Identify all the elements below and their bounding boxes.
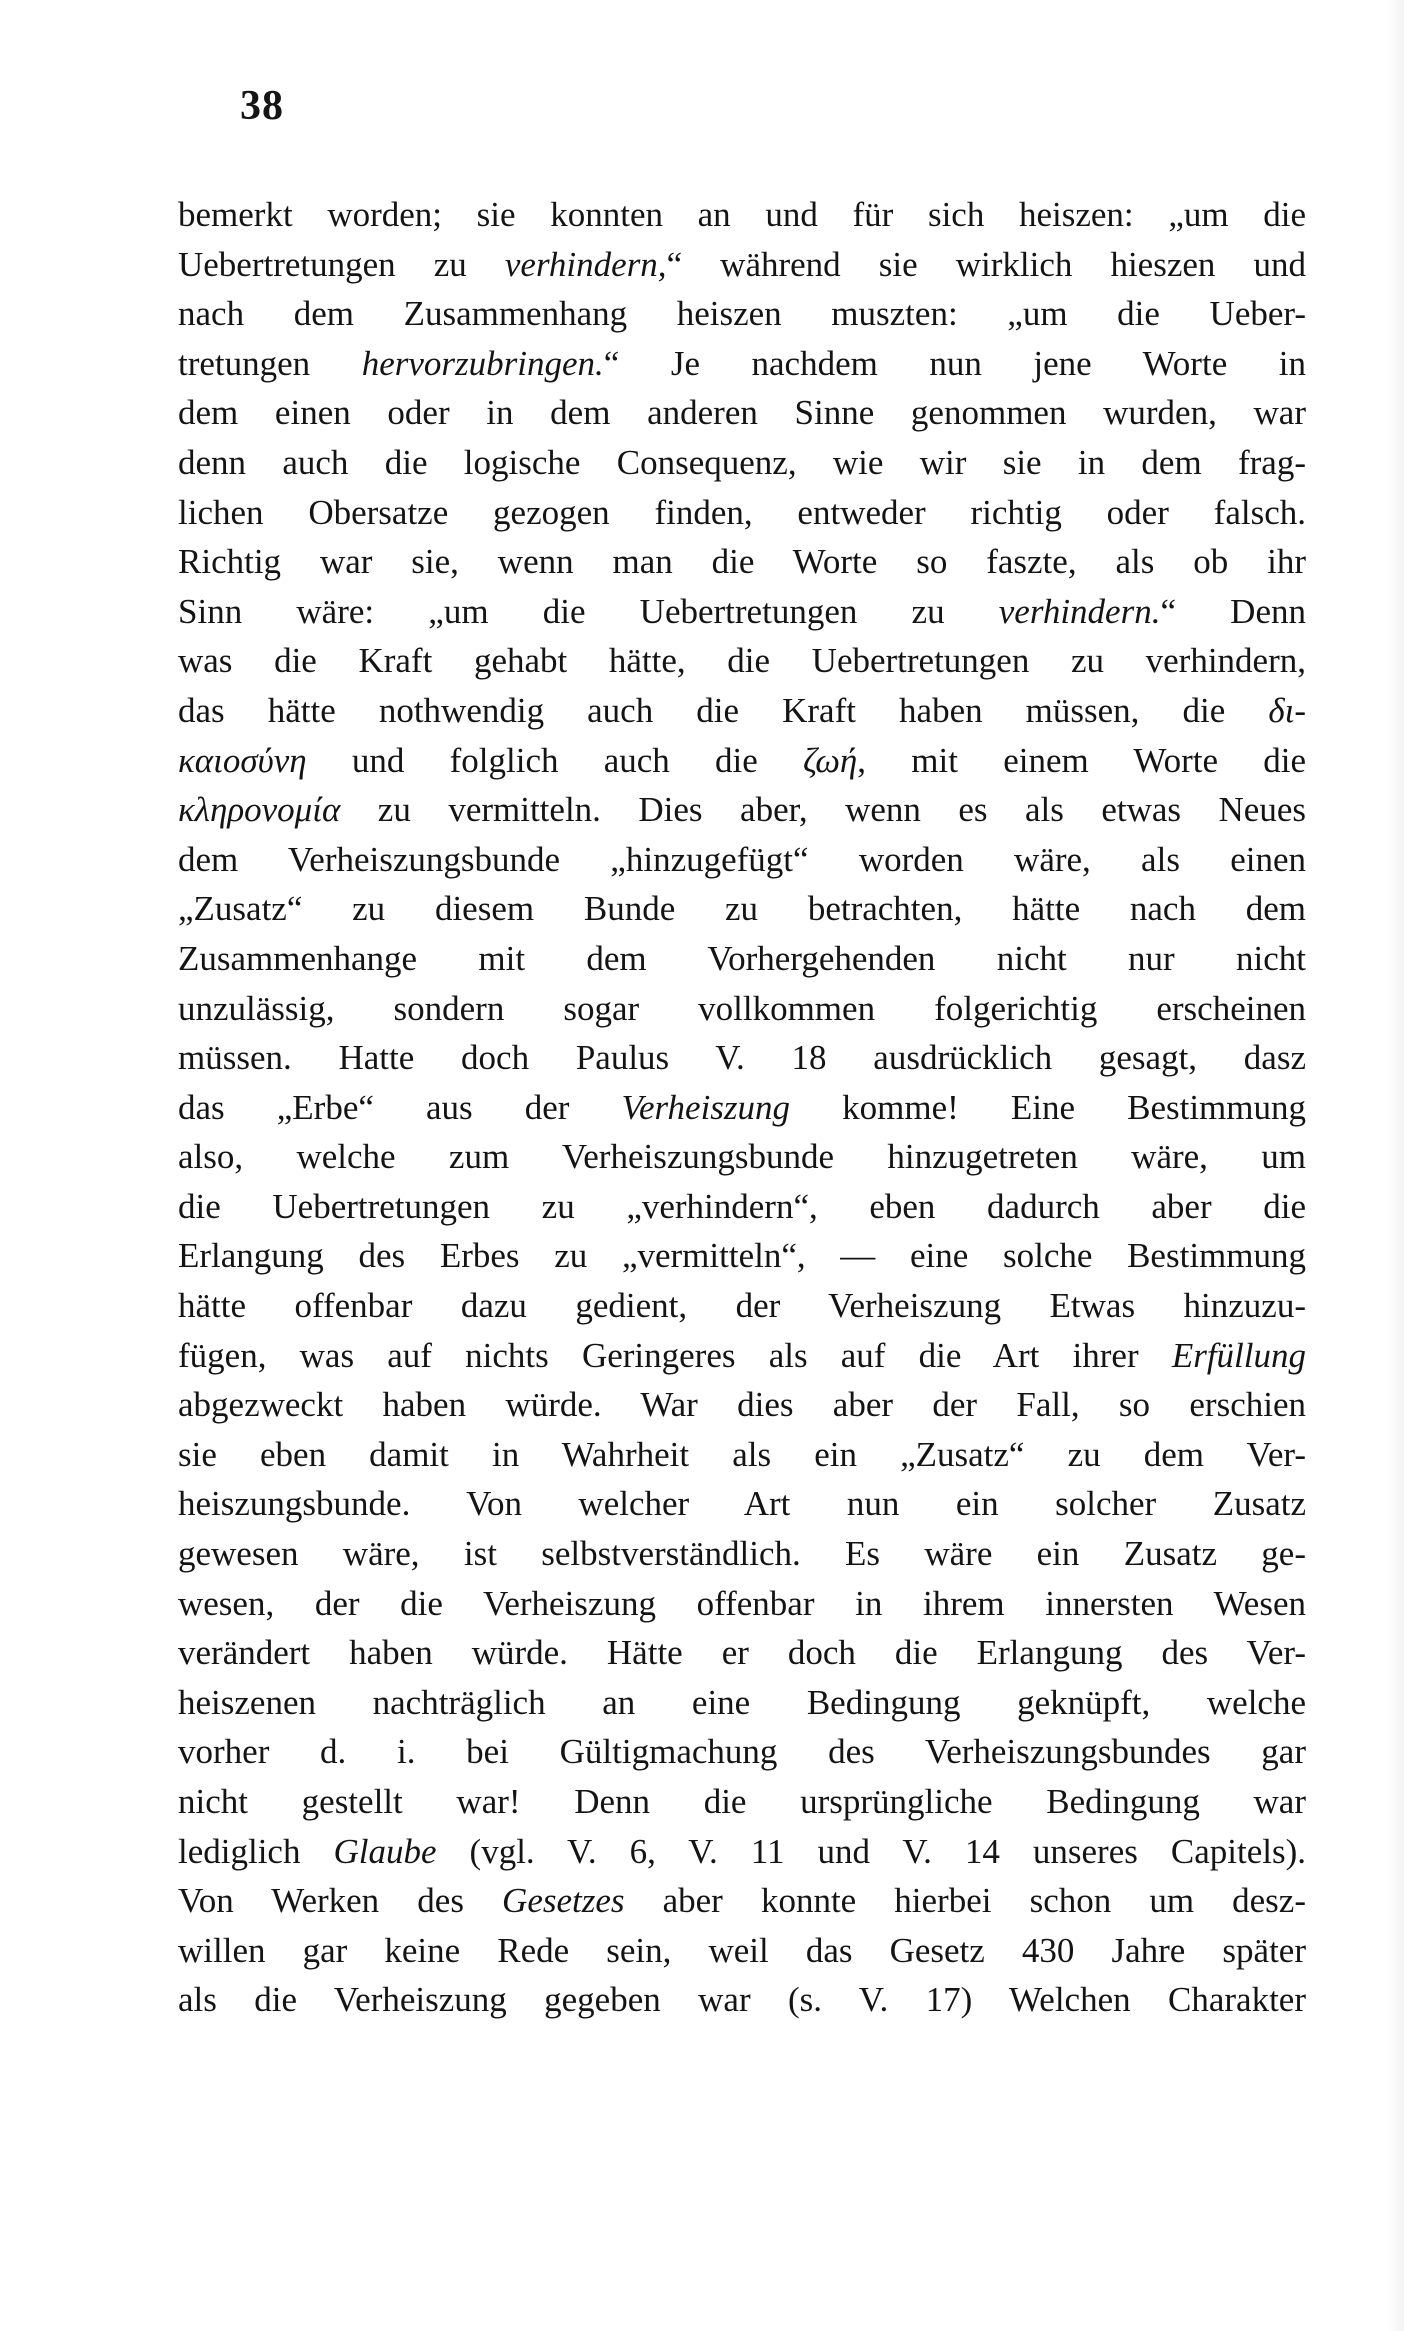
text-segment: müssen. Hatte doch Paulus V. 18 ausdrücklich gesagt, dasz xyxy=(178,1038,1306,1078)
text-segment: also, welche zum Verheiszungsbunde hinzugetreten wäre, um xyxy=(178,1137,1306,1177)
text-segment: Sinn wäre: „um die Uebertretungen zu xyxy=(178,591,999,631)
text-segment: die Uebertretungen zu „verhindern“, eben dadurch aber die xyxy=(178,1186,1306,1226)
text-line xyxy=(178,1033,1306,1083)
text-line xyxy=(178,1529,1306,1579)
text-segment: “ Denn xyxy=(1160,591,1306,631)
text-segment: komme! Eine Bestimmung xyxy=(790,1087,1306,1127)
text-line xyxy=(178,190,1306,240)
text-segment: willen gar keine Rede sein, weil das Gesetz 430 Jahre später xyxy=(178,1930,1306,1970)
text-line xyxy=(178,686,1306,736)
italic-text-segment: δι- xyxy=(1268,690,1306,730)
text-line xyxy=(178,1678,1306,1728)
text-segment: hätte offenbar dazu gedient, der Verheiszung Etwas hinzuzu- xyxy=(178,1286,1306,1326)
text-line xyxy=(178,835,1306,885)
text-line xyxy=(178,934,1306,984)
text-segment: “ während sie wirklich hieszen und xyxy=(666,244,1306,284)
text-segment: das hätte nothwendig auch die Kraft haben müssen, die xyxy=(178,690,1269,730)
text-line xyxy=(178,1777,1306,1827)
text-segment: als die Verheiszung gegeben war (s. V. 17) Welchen Charakter xyxy=(178,1980,1306,2020)
text-line xyxy=(178,289,1306,339)
text-segment: heiszungsbunde. Von welcher Art nun ein solcher Zusatz xyxy=(178,1484,1306,1524)
text-line xyxy=(178,1827,1306,1877)
text-line xyxy=(178,1083,1306,1133)
text-segment: „Zusatz“ zu diesem Bunde zu betrachten, hätte nach dem xyxy=(178,889,1306,929)
text-line xyxy=(178,438,1306,488)
italic-text-segment: Glaube xyxy=(333,1831,437,1871)
body-text xyxy=(178,190,1306,2025)
text-segment: aber konnte hierbei schon um desz- xyxy=(624,1881,1306,1921)
text-line xyxy=(178,1876,1306,1926)
text-segment: (vgl. V. 6, V. 11 und V. 14 unseres Capitels). xyxy=(436,1831,1306,1871)
text-line xyxy=(178,1182,1306,1232)
italic-text-segment: καιοσύνη xyxy=(178,740,307,780)
italic-text-segment: κληρονομία xyxy=(178,790,341,830)
italic-text-segment: Verheiszung xyxy=(621,1087,791,1127)
text-segment: und folglich auch die xyxy=(306,740,804,780)
text-segment: vorher d. i. bei Gültigmachung des Verheiszungsbundes gar xyxy=(178,1732,1306,1772)
text-line xyxy=(178,636,1306,686)
text-segment: Richtig war sie, wenn man die Worte so faszte, als ob ihr xyxy=(178,542,1306,582)
text-line xyxy=(178,1727,1306,1777)
text-line xyxy=(178,1281,1306,1331)
text-segment: fügen, was auf nichts Geringeres als auf die Art ihrer xyxy=(178,1335,1172,1375)
text-line xyxy=(178,1331,1306,1381)
page-number: 38 xyxy=(240,83,284,129)
text-segment: Zusammenhange mit dem Vorhergehenden nicht nur nicht xyxy=(178,938,1306,978)
text-line xyxy=(178,488,1306,538)
text-segment: lichen Obersatze gezogen finden, entweder richtig oder falsch. xyxy=(178,492,1306,532)
text-segment: was die Kraft gehabt hätte, die Uebertretungen zu verhindern, xyxy=(178,641,1306,681)
text-segment: dem einen oder in dem anderen Sinne genommen wurden, war xyxy=(178,393,1306,433)
italic-text-segment: ζωή xyxy=(803,740,858,780)
text-line xyxy=(178,1479,1306,1529)
italic-text-segment: verhindern. xyxy=(998,591,1161,631)
text-segment: Erlangung des Erbes zu „vermitteln“, — eine solche Bestimmung xyxy=(178,1236,1306,1276)
text-line xyxy=(178,1628,1306,1678)
italic-text-segment: verhindern, xyxy=(504,244,667,284)
text-line xyxy=(178,1975,1306,2025)
text-line xyxy=(178,736,1306,786)
italic-text-segment: Erfüllung xyxy=(1171,1335,1306,1375)
text-segment: bemerkt worden; sie konnten an und für sich heiszen: „um die xyxy=(178,195,1306,234)
text-segment: Von Werken des xyxy=(178,1881,503,1921)
text-segment: dem Verheiszungsbunde „hinzugefügt“ worden wäre, als einen xyxy=(178,839,1306,879)
text-segment: abgezweckt haben würde. War dies aber der Fall, so erschien xyxy=(178,1385,1306,1425)
text-segment: zu vermitteln. Dies aber, wenn es als etwas Neues xyxy=(340,790,1306,830)
text-segment: denn auch die logische Consequenz, wie wir sie in dem frag- xyxy=(178,442,1306,482)
text-segment: lediglich xyxy=(178,1831,334,1871)
text-segment: das „Erbe“ aus der xyxy=(178,1087,622,1127)
text-segment: Uebertretungen zu xyxy=(178,244,505,284)
text-segment: , mit einem Worte die xyxy=(857,740,1306,780)
text-line xyxy=(178,1430,1306,1480)
text-line xyxy=(178,240,1306,290)
text-segment: tretungen xyxy=(178,343,362,383)
text-segment: nach dem Zusammenhang heiszen muszten: „um die Ueber- xyxy=(178,294,1306,334)
text-line xyxy=(178,884,1306,934)
text-line xyxy=(178,1926,1306,1976)
text-line xyxy=(178,1132,1306,1182)
italic-text-segment: Gesetzes xyxy=(502,1881,625,1921)
text-line xyxy=(178,1380,1306,1430)
text-segment: “ Je nachdem nun jene Worte in xyxy=(603,343,1306,383)
text-segment: wesen, der die Verheiszung offenbar in ihrem innersten Wesen xyxy=(178,1583,1306,1623)
text-line xyxy=(178,339,1306,389)
text-line xyxy=(178,1231,1306,1281)
text-line xyxy=(178,1579,1306,1629)
italic-text-segment: hervorzubringen. xyxy=(361,343,604,383)
text-line xyxy=(178,984,1306,1034)
text-line xyxy=(178,388,1306,438)
text-segment: unzulässig, sondern sogar vollkommen folgerichtig erscheinen xyxy=(178,988,1306,1028)
page-edge-shadow xyxy=(1388,0,1404,2331)
text-segment: gewesen wäre, ist selbstverständlich. Es wäre ein Zusatz ge- xyxy=(178,1534,1306,1574)
text-segment: verändert haben würde. Hätte er doch die Erlangung des Ver- xyxy=(178,1633,1306,1673)
text-line xyxy=(178,785,1306,835)
text-segment: nicht gestellt war! Denn die ursprüngliche Bedingung war xyxy=(178,1782,1306,1821)
text-line xyxy=(178,537,1306,587)
text-line xyxy=(178,587,1306,637)
text-segment: sie eben damit in Wahrheit als ein „Zusatz“ zu dem Ver- xyxy=(178,1434,1306,1474)
text-segment: heiszenen nachträglich an eine Bedingung geknüpft, welche xyxy=(178,1682,1306,1722)
